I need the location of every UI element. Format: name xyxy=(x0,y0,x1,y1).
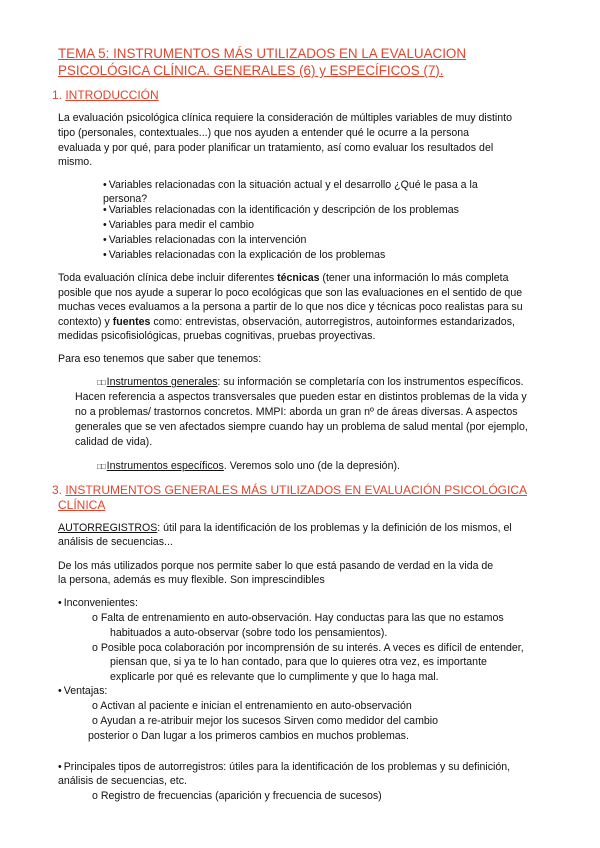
drawback-item-1: o Falta de entrenamiento en auto-observación. Hay conductas para las que no estamos xyxy=(92,612,504,624)
general-instruments-line-4: generales que se ven afectados siempre cuando hay un problema de salud mental (por ejemplo, xyxy=(75,421,528,433)
sources-bold: fuentes xyxy=(112,316,151,328)
techniques-text: como: entrevistas, observación, autorregistros, autoinformes estandarizados, xyxy=(150,316,515,328)
advantage-item-1: o Activan al paciente e inician el entrenamiento en auto-observación xyxy=(92,700,412,712)
intro-line-3: evaluada y por qué, para poder planificar un tratamiento, así como evaluar los resultados del xyxy=(58,142,494,154)
specific-instruments-line xyxy=(97,459,400,474)
techniques-text: (tener una información lo más completa xyxy=(319,272,509,284)
variables-bullet-3: • Variables para medir el cambio xyxy=(103,218,254,233)
intro-need-line: Para eso tenemos que saber que tenemos: xyxy=(58,353,262,365)
most-used-line-2: la persona, además es muy flexible. Son imprescindibles xyxy=(58,574,325,586)
specific-instruments-label: Instrumentos específicos xyxy=(106,460,224,472)
general-instruments-text: : su información se completaría con los instrumentos específicos. xyxy=(217,376,524,388)
advantage-item-2: o Ayudan a re-atribuir mejor los sucesos Sirven como medidor del cambio xyxy=(92,715,439,727)
section-1-number: 1. xyxy=(52,88,66,102)
self-records-label: AUTORREGISTROS xyxy=(58,522,158,534)
drawbacks-heading: • Inconvenientes: xyxy=(58,596,138,611)
variables-bullet-2: • Variables relacionadas con la identificación y descripción de los problemas xyxy=(103,203,459,218)
techniques-line-5: medidas psicofisiológicas, pruebas cognitivas, pruebas proyectivas. xyxy=(58,330,376,342)
variables-bullet-1: • Variables relacionadas con la situación actual y el desarrollo ¿Qué le pasa a la xyxy=(103,178,478,193)
techniques-line-1 xyxy=(58,271,509,286)
techniques-line-4 xyxy=(58,315,515,330)
general-instruments-line-5: calidad de vida). xyxy=(75,436,153,448)
square-bullet-icon: □□ xyxy=(97,378,105,387)
general-instruments-line-3: no a problemas/ trastornos concretos. MMPI: aborda un gran nº de áreas diversas. A aspectos xyxy=(75,406,518,418)
section-3-title: INSTRUMENTOS GENERALES MÁS UTILIZADOS EN EVALUACIÓN PSICOLÓGICA xyxy=(65,483,527,497)
variables-bullet-1-cont: persona? xyxy=(103,193,148,205)
techniques-text: Toda evaluación clínica debe incluir diferentes xyxy=(58,272,278,284)
section-3-heading-line-2: CLÍNICA xyxy=(58,498,106,512)
types-item-1: o Registro de frecuencias (aparición y frecuencia de sucesos) xyxy=(92,790,382,802)
drawback-item-1-cont: habituados a auto-observar (sobre todo los pensamientos). xyxy=(110,627,388,639)
section-3-heading-line-1 xyxy=(52,483,527,498)
specific-instruments-text: . Veremos solo uno (de la depresión). xyxy=(223,460,400,472)
intro-line-1: La evaluación psicológica clínica requiere la consideración de múltiples variables de muy distinto xyxy=(58,112,513,124)
self-records-text: : útil para la identificación de los problemas y la definición de los mismos, el xyxy=(157,522,512,534)
drawback-item-2-cont-1: piensan que, si ya te lo han contado, para que lo quieres otra vez, es importante xyxy=(110,656,487,668)
self-records-line-2: análisis de secuencias... xyxy=(58,536,173,548)
intro-line-4: mismo. xyxy=(58,156,93,168)
techniques-text: contexto) y xyxy=(58,316,113,328)
types-heading-line-2: análisis de secuencias, etc. xyxy=(58,775,187,787)
techniques-bold: técnicas xyxy=(277,272,320,284)
intro-line-2: tipo (personales, contextuales...) que nos ayuden a entender qué le ocurre a la persona xyxy=(58,127,470,139)
advantage-item-3: posterior o Dan lugar a los primeros cambios en muchos problemas. xyxy=(88,730,409,742)
drawback-item-2: o Posible poca colaboración por incomprensión de su interés. A veces es difícil de entender, xyxy=(92,642,524,654)
document-title-line-2: PSICOLÓGICA CLÍNICA. GENERALES (6) y ESPECÍFICOS (7). xyxy=(58,63,444,78)
section-1-heading xyxy=(52,88,159,103)
advantages-heading: • Ventajas: xyxy=(58,684,107,699)
drawback-item-2-cont-2: explicarle por qué es relevante que lo cumplimente y que lo haga mal. xyxy=(110,671,439,683)
general-instruments-line-1 xyxy=(97,375,524,390)
self-records-line-1 xyxy=(58,521,512,536)
most-used-line-1: De los más utilizados porque nos permite saber lo que está pasando de verdad en la vida de xyxy=(58,560,494,572)
general-instruments-line-2: Hacen referencia a aspectos transversales que pueden estar en distintos problemas de la vida y xyxy=(75,391,527,403)
general-instruments-label: Instrumentos generales xyxy=(106,376,218,388)
section-1-title: INTRODUCCIÓN xyxy=(65,88,159,102)
section-3-number: 3. xyxy=(52,483,66,497)
variables-bullet-4: • Variables relacionadas con la intervención xyxy=(103,233,306,248)
techniques-line-3: muchas veces evaluamos a la persona a partir de lo que nos dice y técnicas poco realistas para su xyxy=(58,301,523,313)
document-title-line-1: TEMA 5: INSTRUMENTOS MÁS UTILIZADOS EN LA EVALUACION xyxy=(58,46,467,61)
variables-bullet-5: • Variables relacionadas con la explicación de los problemas xyxy=(103,248,385,263)
square-bullet-icon: □□ xyxy=(97,462,105,471)
types-heading-line-1: • Principales tipos de autorregistros: útiles para la identificación de los problemas y su definición, xyxy=(58,760,510,775)
techniques-line-2: posible que nos ayude a superar lo poco ecológicas que son las evaluaciones en el sentido de que xyxy=(58,287,523,299)
